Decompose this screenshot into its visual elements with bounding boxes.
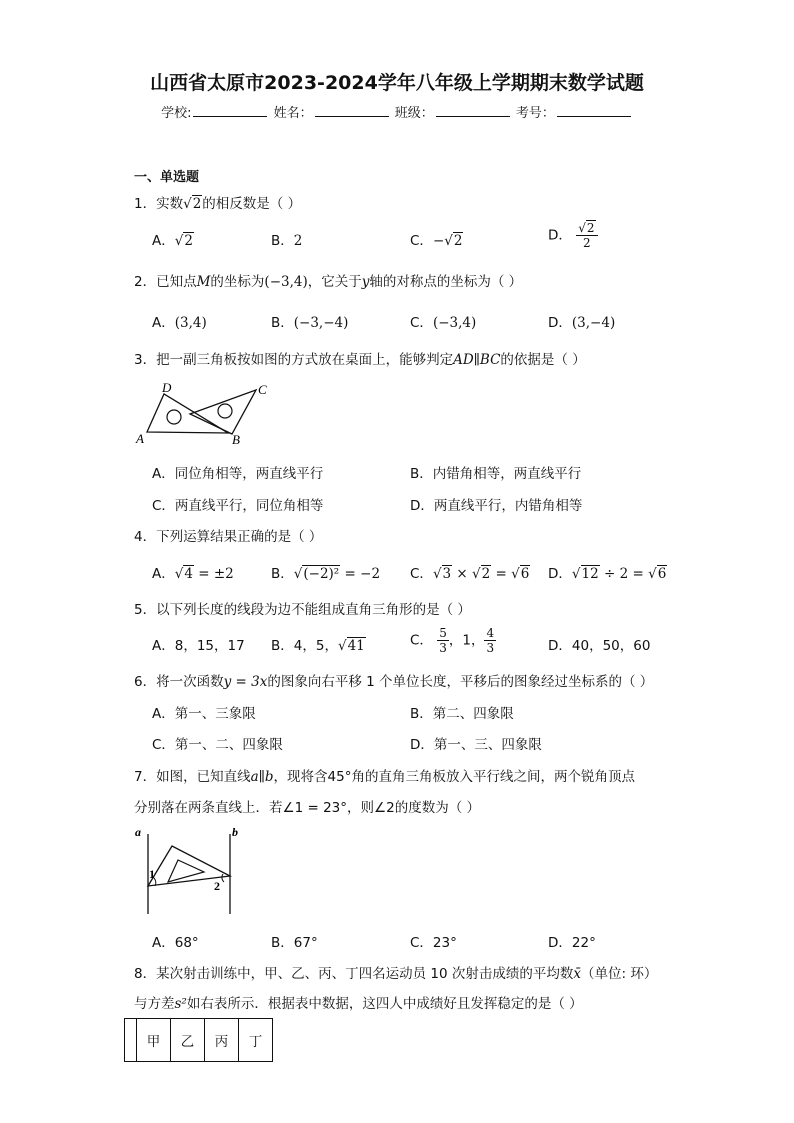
q6-stem-post: 的图象向右平移 1 个单位长度，平移后的图象经过坐标系的（ ）: [267, 674, 654, 690]
q2-b-label: B．: [271, 315, 294, 331]
q2-var-y: y: [361, 274, 370, 290]
q6-stem-pre: 6．将一次函数: [134, 674, 224, 690]
q5-c-frac1: [437, 626, 449, 655]
q2-option-c[interactable]: [410, 311, 476, 331]
q8-line2-math: s²: [174, 996, 187, 1012]
q7-line1-math: a∥b: [250, 769, 274, 785]
q1-d-fraction: $\frac{√2}{2}$: [576, 221, 597, 250]
table-cell: [125, 1019, 137, 1062]
q1-a-radicand: 2: [184, 233, 193, 249]
q7-parallel-lines-figure: [132, 824, 242, 920]
name-label: 姓名：: [273, 106, 313, 121]
q6-option-d[interactable]: D．第一、三、四象限: [410, 737, 542, 753]
q6-option-c[interactable]: C．第一、二、四象限: [152, 737, 283, 753]
q3-triangle-right: [190, 390, 256, 434]
table-row: [125, 1019, 273, 1062]
q1-a-label: A．: [152, 233, 175, 249]
q5-c-frac2: [484, 626, 496, 655]
q8-line1-post: （单位: 环）: [580, 966, 658, 982]
q7-option-d[interactable]: D．22°: [548, 935, 596, 951]
q4-c-radicand1: 3: [442, 566, 452, 582]
question-8-line1: [134, 962, 657, 982]
q7-label-2: 2: [214, 879, 220, 893]
q2-d-label: D．: [548, 315, 572, 331]
q2-stem-post: 轴的对称点的坐标为（ ）: [369, 274, 523, 290]
q3-hole-left: [167, 410, 181, 424]
q7-option-b[interactable]: B．67°: [271, 935, 318, 951]
q1-d-numerator: 2: [586, 221, 595, 235]
q1-b-label: B．: [271, 233, 294, 249]
question-6-stem: [134, 670, 653, 690]
q2-c-label: C．: [410, 315, 433, 331]
name-blank[interactable]: [315, 105, 389, 117]
table-header-jia: 甲: [137, 1019, 171, 1062]
question-5-stem: 5．以下列长度的线段为边不能组成直角三角形的是（ ）: [134, 602, 471, 618]
q8-line1-math: x̄: [573, 966, 581, 982]
question-2-stem: [134, 270, 522, 290]
q7-label-1: 1: [149, 867, 155, 881]
q1-d-denominator: 2: [583, 236, 591, 250]
q7-label-b: b: [232, 825, 238, 839]
q7-label-a: a: [135, 825, 141, 839]
q1-radicand: 2: [192, 196, 202, 212]
q3-option-d[interactable]: D．两直线平行，内错角相等: [410, 498, 583, 514]
q1-c-radicand: 2: [453, 233, 463, 249]
q2-var-m: M: [196, 274, 211, 290]
q2-option-b[interactable]: [271, 311, 348, 331]
q6-stem-math: y = 3x: [223, 674, 268, 690]
q4-b-radicand: (−2)²: [303, 566, 340, 582]
q3-option-c[interactable]: C．两直线平行，同位角相等: [152, 498, 324, 514]
q4-option-a[interactable]: A．√4 = ±2: [152, 566, 234, 582]
q3-label-d: D: [162, 380, 172, 395]
q5-c-mid: ，1，: [448, 632, 485, 649]
q7-line1-post: ，现将含45°角的直角三角板放入平行线之间，两个锐角顶点: [273, 769, 635, 785]
section-title: 一、单选题: [134, 170, 200, 185]
q4-c-label: C．: [410, 566, 433, 582]
q1-option-a[interactable]: A．√2: [152, 233, 193, 249]
q3-triangle-left: [147, 394, 228, 433]
question-3-stem: [134, 348, 586, 368]
school-label: 学校:: [161, 106, 192, 121]
q4-d-label: D．: [548, 566, 572, 582]
student-info-line: [0, 102, 794, 121]
q3-stem-math: AD∥BC: [453, 352, 501, 368]
q8-score-table: [124, 1018, 273, 1062]
q4-d-radicand2: 6: [657, 566, 667, 582]
q5-b-pre: B．4，5，: [271, 638, 338, 654]
q4-option-d[interactable]: D．√12 ÷ 2 = √6: [548, 566, 667, 582]
q2-b-value: (−3,−4): [293, 315, 349, 331]
q8-line1-pre: 8．某次射击训练中，甲、乙、丙、丁四名运动员 10 次射击成绩的平均数: [134, 966, 574, 982]
question-1-stem: [134, 192, 301, 212]
q4-a-label: A．: [152, 566, 175, 582]
q2-option-d[interactable]: [548, 311, 615, 331]
exam-title: 山西省太原市2023-2024学年八年级上学期期末数学试题: [150, 72, 644, 94]
q2-option-a[interactable]: [152, 311, 207, 331]
q7-triangle-inner: [168, 860, 204, 882]
q1-d-label: D．: [548, 227, 572, 244]
q7-line1-pre: 7．如图，已知直线: [134, 769, 251, 785]
q8-line2-post: 如右表所示．根据表中数据，这四人中成绩好且发挥稳定的是（ ）: [186, 996, 583, 1012]
q2-stem-mid: 的坐标为: [210, 274, 265, 290]
q4-d-radicand1: 12: [581, 566, 599, 582]
q3-option-a[interactable]: A．同位角相等，两直线平行: [152, 466, 324, 482]
q3-label-b: B: [232, 432, 240, 447]
q1-stem-post: 的相反数是（ ）: [202, 196, 302, 212]
class-label: 班级：: [394, 106, 434, 121]
q2-a-value: (3,4): [174, 315, 207, 331]
q3-triangles-figure: [132, 380, 282, 448]
q1-c-minus: −: [432, 233, 445, 249]
q4-c-eq: =: [491, 566, 512, 582]
q1-radical: √2: [183, 196, 202, 212]
q6-option-a[interactable]: A．第一、三象限: [152, 706, 256, 722]
id-label: 考号：: [515, 106, 555, 121]
q5-option-d[interactable]: D．40，50，60: [548, 638, 651, 654]
q2-coord: (−3,4): [264, 274, 308, 290]
q8-line2-pre: 与方差: [134, 996, 175, 1012]
q1-c-label: C．: [410, 233, 433, 249]
q4-d-div: ÷ 2 =: [599, 566, 649, 582]
q5-option-b[interactable]: B．4，5，√41: [271, 638, 365, 654]
q3-label-a: A: [136, 431, 144, 446]
q1-option-b[interactable]: [271, 229, 302, 249]
table-header-bing: 丙: [205, 1019, 239, 1062]
q5-option-a[interactable]: A．8，15，17: [152, 638, 245, 654]
table-header-yi: 乙: [171, 1019, 205, 1062]
class-blank[interactable]: [436, 105, 510, 117]
table-header-ding: 丁: [239, 1019, 273, 1062]
q2-stem-mid2: ，它关于: [307, 274, 362, 290]
q2-stem-pre: 2．已知点: [134, 274, 197, 290]
q3-stem-post: 的依据是（ ）: [500, 352, 586, 368]
q5-c-num1: 5: [439, 626, 447, 640]
q3-label-c: C: [258, 382, 267, 397]
q2-c-value: (−3,4): [432, 315, 477, 331]
q4-b-label: B．: [271, 566, 294, 582]
q1-b-value: 2: [293, 233, 303, 249]
question-4-stem: 4．下列运算结果正确的是（ ）: [134, 529, 323, 545]
q4-c-radicand2: 2: [481, 566, 491, 582]
q3-stem-pre: 3．把一副三角板按如图的方式放在桌面上，能够判定: [134, 352, 454, 368]
q7-option-a[interactable]: A．68°: [152, 935, 199, 951]
q4-c-radicand3: 6: [520, 566, 530, 582]
q2-d-value: (3,−4): [571, 315, 616, 331]
school-blank[interactable]: [193, 105, 267, 117]
q7-option-c[interactable]: C．23°: [410, 935, 457, 951]
q5-c-label: C．: [410, 632, 433, 649]
q5-c-num2: 4: [486, 626, 495, 640]
id-blank[interactable]: [557, 105, 631, 117]
q4-b-post: = −2: [340, 566, 381, 582]
q4-a-post: = ±2: [193, 566, 234, 582]
q4-c-times: ×: [452, 566, 473, 582]
question-7-line2: 分别落在两条直线上．若∠1 = 23°，则∠2的度数为（ ）: [134, 800, 480, 816]
q4-a-radicand: 4: [184, 566, 193, 582]
q1-option-d[interactable]: [548, 221, 598, 250]
q5-c-den2: 3: [486, 641, 495, 655]
q1-stem-pre: 1．实数: [134, 196, 184, 212]
q5-c-den1: 3: [439, 641, 447, 655]
q3-option-b[interactable]: B．内错角相等，两直线平行: [410, 466, 582, 482]
q2-a-label: A．: [152, 315, 175, 331]
q4-option-b[interactable]: B．√(−2)² = −2: [271, 566, 381, 582]
q1-option-c[interactable]: C．−√2: [410, 233, 463, 249]
q4-option-c[interactable]: C．√3 × √2 = √6: [410, 566, 530, 582]
question-7-line1: [134, 765, 635, 785]
question-8-line2: [134, 992, 583, 1012]
q6-option-b[interactable]: B．第二、四象限: [410, 706, 514, 722]
q5-b-radicand: 41: [347, 638, 365, 654]
q3-hole-right: [218, 404, 232, 418]
q5-option-c[interactable]: [410, 626, 496, 655]
q7-angle2-arc: [222, 874, 224, 882]
